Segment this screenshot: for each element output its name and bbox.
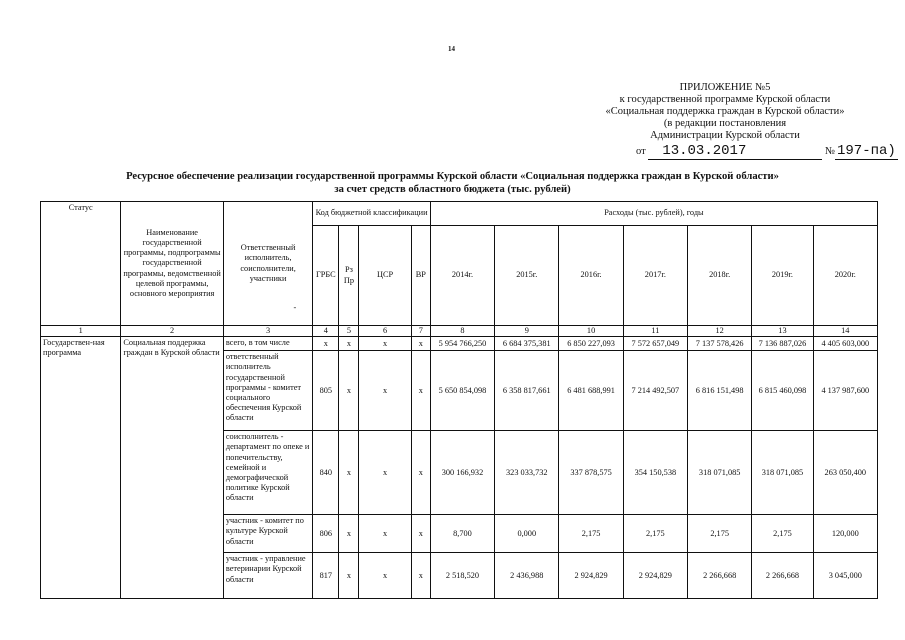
executor-cell: всего, в том числе bbox=[223, 337, 312, 351]
column-number: 7 bbox=[411, 326, 430, 337]
value-cell: 2 266,668 bbox=[752, 553, 813, 599]
csr-cell: x bbox=[359, 515, 411, 553]
header-executor-label: Ответственный исполнитель, соисполнители, участники bbox=[240, 243, 296, 283]
header-year: 2019г. bbox=[752, 226, 813, 326]
resolution-number: 197-па) bbox=[836, 143, 896, 159]
resource-table bbox=[40, 201, 878, 599]
grbs-cell: 806 bbox=[313, 515, 339, 553]
document-title bbox=[0, 170, 905, 196]
grbs-cell: x bbox=[313, 337, 339, 351]
csr-cell: x bbox=[359, 431, 411, 515]
resolution-date: 13.03.2017 bbox=[648, 143, 822, 160]
rzpr-cell: x bbox=[339, 351, 359, 431]
value-cell: 6 358 817,661 bbox=[495, 351, 559, 431]
header-status: Статус bbox=[41, 202, 121, 326]
rzpr-cell: x bbox=[339, 515, 359, 553]
header-year: 2020г. bbox=[813, 226, 877, 326]
header-year: 2015г. bbox=[495, 226, 559, 326]
value-cell: 5 650 854,098 bbox=[430, 351, 494, 431]
page-number: 14 bbox=[448, 45, 455, 53]
table-row bbox=[41, 337, 878, 351]
column-number: 14 bbox=[813, 326, 877, 337]
value-cell: 2 924,829 bbox=[559, 553, 623, 599]
header-year: 2014г. bbox=[430, 226, 494, 326]
status-cell: Государствен-ная программа bbox=[41, 337, 121, 599]
column-number: 9 bbox=[495, 326, 559, 337]
value-cell: 2 924,829 bbox=[623, 553, 687, 599]
column-number: 3 bbox=[223, 326, 312, 337]
appendix-line: к государственной программе Курской области bbox=[619, 94, 831, 105]
value-cell: 4 405 603,000 bbox=[813, 337, 877, 351]
appendix-header bbox=[575, 82, 875, 142]
grbs-cell: 805 bbox=[313, 351, 339, 431]
value-cell: 6 816 151,498 bbox=[688, 351, 752, 431]
appendix-line: «Социальная поддержка граждан в Курской области» bbox=[605, 106, 845, 117]
column-number: 8 bbox=[430, 326, 494, 337]
value-cell: 2 518,520 bbox=[430, 553, 494, 599]
value-cell: 7 572 657,049 bbox=[623, 337, 687, 351]
from-label: от bbox=[636, 146, 646, 157]
column-number-row bbox=[41, 326, 878, 337]
value-cell: 6 850 227,093 bbox=[559, 337, 623, 351]
csr-cell: x bbox=[359, 351, 411, 431]
column-number: 12 bbox=[688, 326, 752, 337]
value-cell: 2,175 bbox=[559, 515, 623, 553]
executor-cell: соисполнитель - департамент по опеке и попечительству, семейной и демографической политике Курской области bbox=[223, 431, 312, 515]
header-year: 2016г. bbox=[559, 226, 623, 326]
header-rzpr: Рз Пр bbox=[339, 226, 359, 326]
value-cell: 354 150,538 bbox=[623, 431, 687, 515]
grbs-cell: 840 bbox=[313, 431, 339, 515]
vr-cell: x bbox=[411, 351, 430, 431]
value-cell: 4 137 987,600 bbox=[813, 351, 877, 431]
value-cell: 337 878,575 bbox=[559, 431, 623, 515]
vr-cell: x bbox=[411, 553, 430, 599]
value-cell: 120,000 bbox=[813, 515, 877, 553]
column-number: 10 bbox=[559, 326, 623, 337]
column-number: 1 bbox=[41, 326, 121, 337]
value-cell: 5 954 766,250 bbox=[430, 337, 494, 351]
value-cell: 2,175 bbox=[623, 515, 687, 553]
value-cell: 7 136 887,026 bbox=[752, 337, 813, 351]
header-expenses: Расходы (тыс. рублей), годы bbox=[430, 202, 877, 226]
title-line-1: Ресурсное обеспечение реализации государственной программы Курской области «Социальная поддержка граждан в Курской области» bbox=[126, 171, 779, 182]
resolution-signature bbox=[636, 143, 898, 160]
header-budget-code: Код бюджетной классификации bbox=[313, 202, 431, 226]
vr-cell: x bbox=[411, 431, 430, 515]
appendix-line: (в редакции постановления bbox=[663, 118, 787, 129]
value-cell: 8,700 bbox=[430, 515, 494, 553]
program-name-cell: Социальная поддержка граждан в Курской области bbox=[121, 337, 223, 599]
column-number: 4 bbox=[313, 326, 339, 337]
header-year: 2017г. bbox=[623, 226, 687, 326]
value-cell: 6 815 460,098 bbox=[752, 351, 813, 431]
executor-cell: участник - управление ветеринарии Курской области bbox=[223, 553, 312, 599]
rzpr-cell: x bbox=[339, 553, 359, 599]
rzpr-cell: x bbox=[339, 431, 359, 515]
value-cell: 2 266,668 bbox=[688, 553, 752, 599]
value-cell: 6 684 375,381 bbox=[495, 337, 559, 351]
value-cell: 2 436,988 bbox=[495, 553, 559, 599]
column-number: 11 bbox=[623, 326, 687, 337]
csr-cell: x bbox=[359, 553, 411, 599]
executor-cell: ответственный исполнитель государственной программы - комитет социального обеспечения Курской области bbox=[223, 351, 312, 431]
appendix-line: ПРИЛОЖЕНИЕ №5 bbox=[679, 82, 771, 93]
executor-cell: участник - комитет по культуре Курской области bbox=[223, 515, 312, 553]
header-mark: - bbox=[293, 302, 297, 312]
header-name: Наименование государственной программы, подпрограммы государственной программы, ведомственной целевой программы, основного мероприятия bbox=[121, 202, 223, 326]
value-cell: 3 045,000 bbox=[813, 553, 877, 599]
column-number: 2 bbox=[121, 326, 223, 337]
grbs-cell: 817 bbox=[313, 553, 339, 599]
column-number: 5 bbox=[339, 326, 359, 337]
header-executor bbox=[223, 202, 312, 326]
rzpr-cell: x bbox=[339, 337, 359, 351]
value-cell: 323 033,732 bbox=[495, 431, 559, 515]
value-cell: 300 166,932 bbox=[430, 431, 494, 515]
value-cell: 7 214 492,507 bbox=[623, 351, 687, 431]
csr-cell: x bbox=[359, 337, 411, 351]
column-number: 6 bbox=[359, 326, 411, 337]
number-label: № bbox=[824, 146, 835, 157]
value-cell: 0,000 bbox=[495, 515, 559, 553]
value-cell: 6 481 688,991 bbox=[559, 351, 623, 431]
value-cell: 2,175 bbox=[752, 515, 813, 553]
header-vr: ВР bbox=[411, 226, 430, 326]
value-cell: 263 050,400 bbox=[813, 431, 877, 515]
header-year: 2018г. bbox=[688, 226, 752, 326]
vr-cell: x bbox=[411, 337, 430, 351]
value-cell: 2,175 bbox=[688, 515, 752, 553]
value-cell: 318 071,085 bbox=[752, 431, 813, 515]
column-number: 13 bbox=[752, 326, 813, 337]
header-csr: ЦСР bbox=[359, 226, 411, 326]
title-line-2: за счет средств областного бюджета (тыс. рублей) bbox=[334, 184, 571, 195]
value-cell: 318 071,085 bbox=[688, 431, 752, 515]
appendix-line: Администрации Курской области bbox=[650, 130, 800, 141]
header-grbs: ГРБС bbox=[313, 226, 339, 326]
value-cell: 7 137 578,426 bbox=[688, 337, 752, 351]
vr-cell: x bbox=[411, 515, 430, 553]
